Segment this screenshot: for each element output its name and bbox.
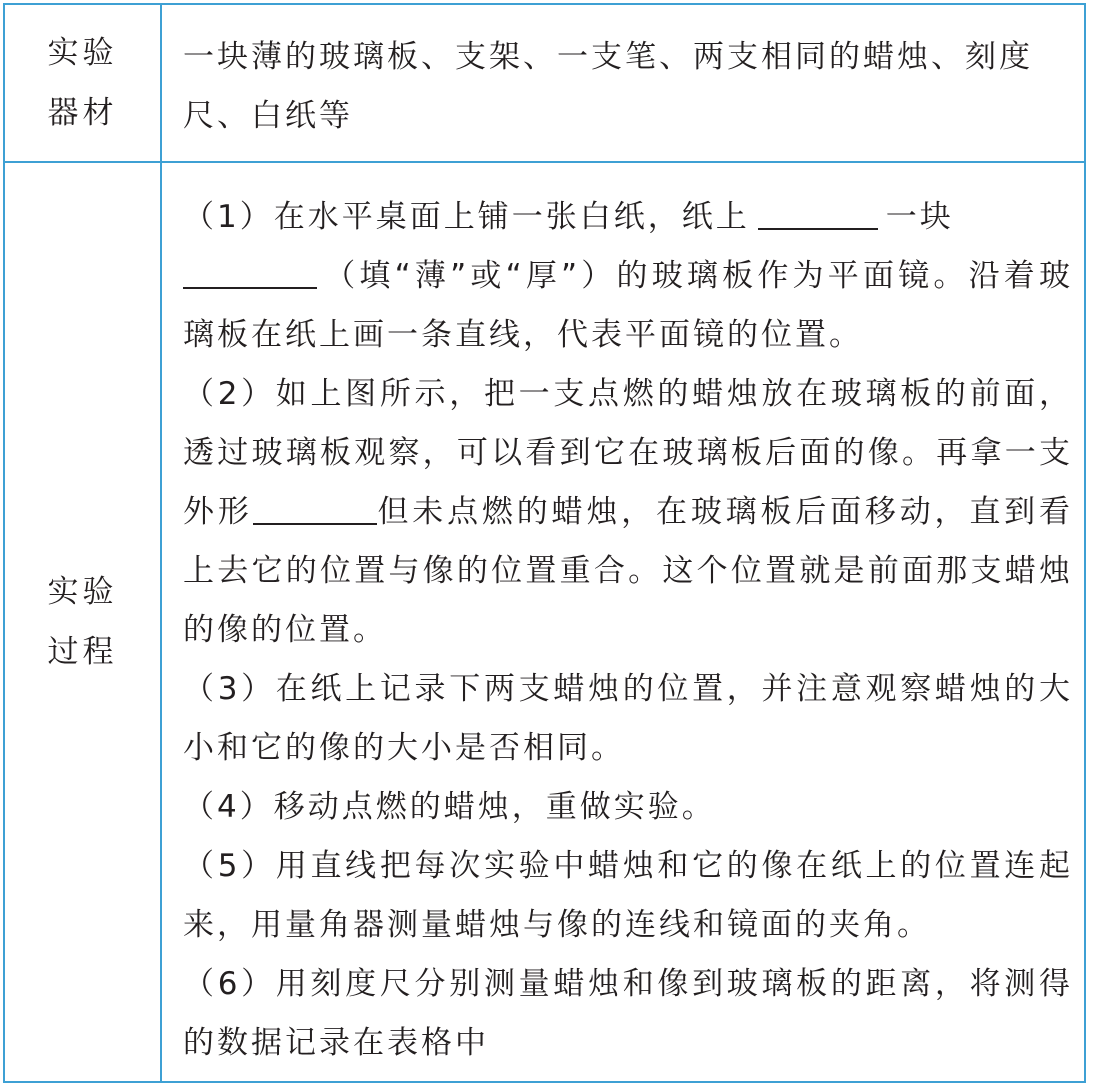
step-1-text-a: （1）在水平桌面上铺一张白纸，纸上 [183, 199, 750, 235]
fill-blank-1[interactable] [758, 196, 878, 231]
step-3: （3）在纸上记录下两支蜡烛的位置，并注意观察蜡烛的大小和它的像的大小是否相同。 [183, 671, 1073, 766]
materials-content-cell [162, 5, 1084, 161]
process-label: 实验过程 [47, 574, 118, 670]
materials-row [5, 5, 1084, 163]
step-1-text-b: 一块 [885, 199, 954, 235]
experiment-table [3, 3, 1086, 1083]
step-5: （5）用直线把每次实验中蜡烛和它的像在纸上的位置连起来，用量角器测量蜡烛与像的连线和镜面的夹角。 [183, 848, 1073, 943]
process-label-cell [5, 163, 162, 1081]
step-6: （6）用刻度尺分别测量蜡烛和像到玻璃板的距离，将测得的数据记录在表格中 [183, 966, 1073, 1061]
process-steps [183, 188, 1073, 1073]
step-4: （4）移动点燃的蜡烛，重做实验。 [183, 789, 716, 825]
materials-label-cell [5, 5, 162, 161]
process-row [5, 163, 1084, 1081]
step-2-text-a: （2）如上图所示，把一支点燃的蜡烛放在玻璃板的前面，透过玻璃板观察，可以看到它在玻璃板后面的像。再拿一支外形 [183, 376, 1073, 530]
materials-text: 一块薄的玻璃板、支架、一支笔、两支相同的蜡烛、刻度尺、白纸等 [183, 39, 1033, 134]
step-2-text-b: 但未点燃的蜡烛，在玻璃板后面移动，直到看上去它的位置与像的位置重合。这个位置就是前面那支蜡烛的像的位置。 [183, 494, 1074, 648]
step-1 [183, 188, 1073, 365]
process-content-cell [162, 163, 1084, 1081]
fill-blank-2[interactable] [183, 255, 317, 290]
step-1-text-c: （填“薄”或“厚”）的玻璃板作为平面镜。沿着玻璃板在纸上画一条直线，代表平面镜的位置。 [183, 258, 1073, 353]
step-2 [183, 365, 1073, 660]
fill-blank-3[interactable] [253, 491, 377, 526]
materials-label: 实验器材 [47, 35, 118, 131]
